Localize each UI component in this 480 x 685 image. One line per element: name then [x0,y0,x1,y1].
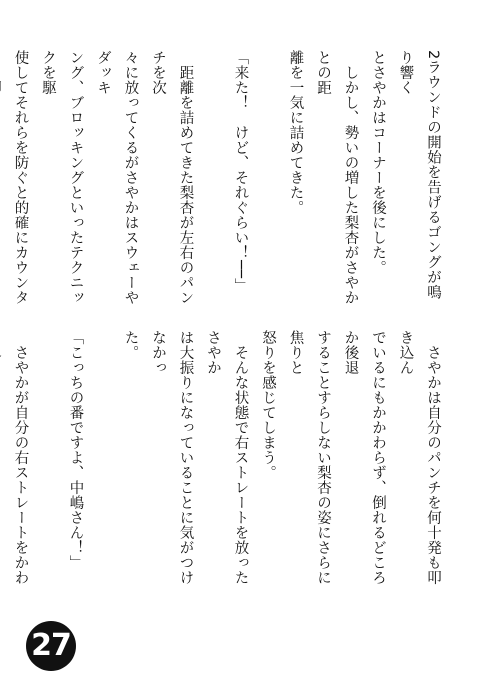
narrative-text-block-top: 2ラウンドの開始を告げるゴングが鳴り響く とさやかはコーナーを後にした。 しかし、勢いの増した梨杏がさやかとの距 離を一気に詰めてきた。 「来た！ けど、それぐらい！──」 距離を詰めてきた梨杏が左右のパンチを次 々に放ってくるがさやかはスウェーやダッキ ング、ブロッキングといったテクニックを駆 使してそれらを防ぐと的確にカウンタ [12,50,441,305]
narrative-text-block-bottom: さやかは自分のパンチを何十発も叩き込ん でいるにもかかわらず、倒れるどころか後退 することすらしない梨杏の姿にさらに焦りと 怒りを感じてしまう。 そんな状態で右ストレートを放ったさやか は大振りになっていることに気がつけなかっ た。 「こっちの番ですよ、中嶋さん！」 さやかが自分の右ストレートをかわ [12,330,441,585]
page-number-badge: 27 [26,621,76,671]
